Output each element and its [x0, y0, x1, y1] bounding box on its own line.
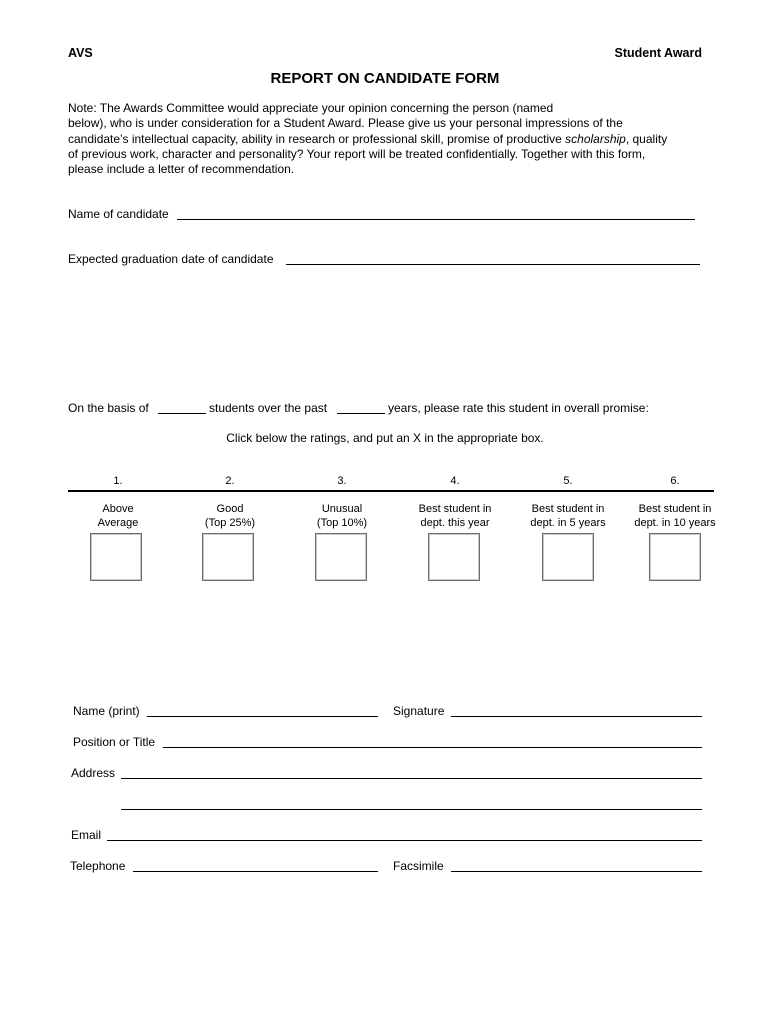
- header-left: AVS: [68, 46, 93, 60]
- rating-number-4: 4.: [450, 475, 460, 487]
- students-count-field[interactable]: [158, 413, 206, 414]
- basis-prefix: On the basis of: [68, 401, 149, 415]
- note-scholarship: scholarship: [565, 131, 626, 146]
- note-line-1: Note: The Awards Committee would appreciate your opinion concerning the person (named: [68, 101, 554, 115]
- rating-label-1-line1: Above: [102, 503, 134, 515]
- rating-box-5[interactable]: [542, 533, 594, 581]
- rating-box-6[interactable]: [649, 533, 701, 581]
- rating-label-1: [63, 502, 173, 530]
- candidate-name-label: Name of candidate: [68, 207, 169, 221]
- rating-label-1-line2: Average: [97, 517, 139, 529]
- signature-field[interactable]: [451, 716, 702, 717]
- note-paragraph: [68, 101, 702, 177]
- rating-label-5: [513, 502, 623, 530]
- referee-name-label: Name (print): [73, 704, 140, 718]
- referee-name-field[interactable]: [147, 716, 378, 717]
- rating-instruction: Click below the ratings, and put an X in the appropriate box.: [226, 431, 544, 445]
- telephone-label: Telephone: [70, 859, 126, 873]
- candidate-name-field[interactable]: [177, 219, 695, 220]
- rating-label-2-line1: Good: [216, 503, 244, 515]
- rating-box-3[interactable]: [315, 533, 367, 581]
- rating-label-4-line1: Best student in: [418, 503, 492, 515]
- note-line-3: [68, 132, 702, 147]
- email-label: Email: [71, 828, 102, 842]
- rating-label-3-line1: Unusual: [321, 503, 363, 515]
- position-field[interactable]: [163, 747, 702, 748]
- rating-label-5-line1: Best student in: [531, 503, 605, 515]
- rating-label-5-line2: dept. in 5 years: [530, 517, 606, 529]
- telephone-field[interactable]: [133, 871, 378, 872]
- note-line-3a: candidate’s intellectual capacity, ability in research or professional skill, promise of productive: [68, 131, 566, 146]
- basis-middle: students over the past: [209, 401, 328, 415]
- years-count-field[interactable]: [337, 413, 385, 414]
- note-line-5: please include a letter of recommendation.: [68, 162, 295, 177]
- rating-label-3: [287, 502, 397, 530]
- rating-label-4: [400, 502, 510, 530]
- rating-label-2: [175, 502, 285, 530]
- email-field[interactable]: [107, 840, 702, 841]
- rating-number-5: 5.: [563, 475, 573, 487]
- facsimile-field[interactable]: [451, 871, 702, 872]
- rating-label-6-line2: dept. in 10 years: [634, 517, 716, 529]
- note-line-4: of previous work, character and personality? Your report will be treated confidentially. Together with this form,: [68, 146, 646, 161]
- signature-label: Signature: [393, 704, 445, 718]
- facsimile-label: Facsimile: [393, 859, 444, 873]
- rating-box-4[interactable]: [428, 533, 480, 581]
- basis-suffix: years, please rate this student in overall promise:: [388, 401, 649, 415]
- address-field-2[interactable]: [121, 809, 702, 810]
- page-title: REPORT ON CANDIDATE FORM: [270, 70, 500, 87]
- position-label: Position or Title: [73, 735, 156, 749]
- rating-label-6: [620, 502, 730, 530]
- address-field-1[interactable]: [121, 778, 702, 779]
- graduation-date-field[interactable]: [286, 264, 700, 265]
- note-line-2: below), who is under consideration for a Student Award. Please give us your personal impressions of the: [68, 116, 623, 131]
- rating-number-2: 2.: [225, 475, 235, 487]
- rating-number-3: 3.: [337, 475, 347, 487]
- rating-label-6-line1: Best student in: [638, 503, 712, 515]
- rating-number-1: 1.: [113, 475, 123, 487]
- rating-label-2-line2: (Top 25%): [204, 517, 256, 529]
- rating-label-3-line2: (Top 10%): [316, 517, 368, 529]
- ratings-divider: [68, 490, 714, 492]
- rating-number-6: 6.: [670, 475, 680, 487]
- note-line-3b: , quality: [625, 131, 668, 146]
- address-label: Address: [71, 766, 116, 780]
- header-right: Student Award: [614, 46, 702, 60]
- graduation-date-label: Expected graduation date of candidate: [68, 252, 274, 266]
- rating-box-2[interactable]: [202, 533, 254, 581]
- rating-label-4-line2: dept. this year: [420, 517, 490, 529]
- rating-box-1[interactable]: [90, 533, 142, 581]
